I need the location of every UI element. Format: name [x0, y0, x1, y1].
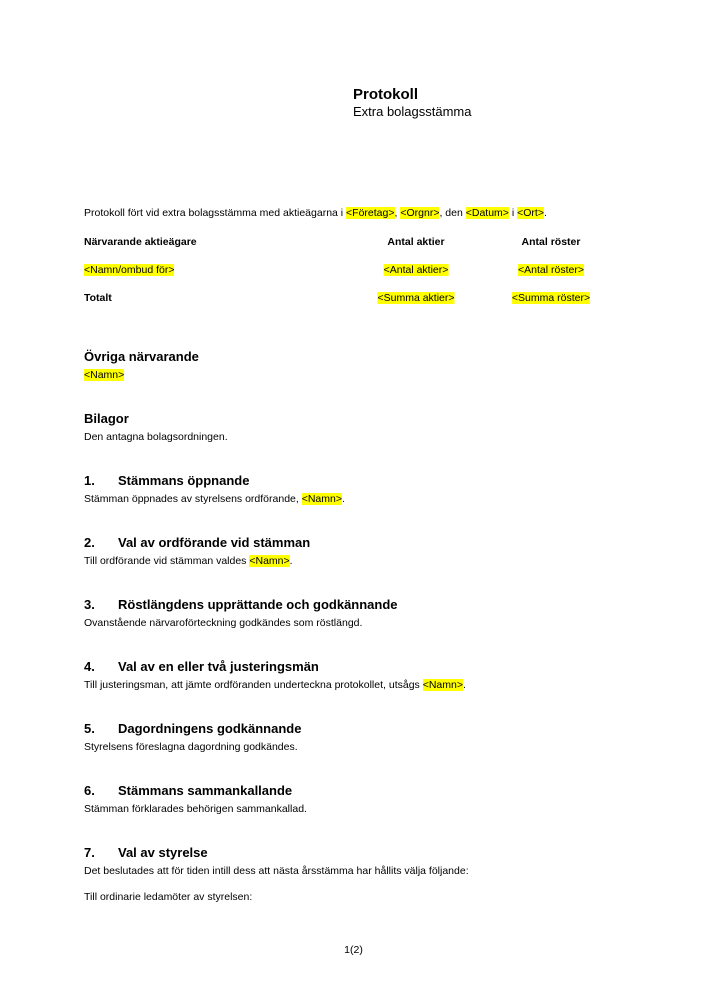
name-placeholder: <Namn> — [422, 679, 463, 691]
section-number: 2. — [84, 535, 95, 550]
section-text: Styrelsens föreslagna dagordning godkändes. — [84, 741, 298, 753]
section-title: Röstlängdens upprättande och godkännande — [118, 597, 398, 612]
section-6 — [84, 783, 307, 816]
section-text-end: . — [463, 679, 466, 691]
section-text: Till ordförande vid stämman valdes — [84, 555, 250, 567]
other-present-heading: Övriga närvarande — [84, 349, 199, 364]
section-number: 1. — [84, 473, 95, 488]
attachments-heading: Bilagor — [84, 411, 129, 426]
section-text: Det beslutades att för tiden intill dess att nästa årsstämma har hållits välja följande: — [84, 865, 469, 877]
intro-separator: i — [508, 207, 518, 219]
section-title: Dagordningens godkännande — [118, 721, 302, 736]
section-text: Stämman förklarades behörigen sammankallad. — [84, 803, 307, 815]
section-title: Stämmans sammankallande — [118, 783, 293, 798]
section-number: 3. — [84, 597, 95, 612]
place-placeholder: <Ort> — [517, 207, 544, 219]
section-text-end: . — [289, 555, 293, 567]
total-votes-placeholder: <Summa röster> — [511, 292, 591, 304]
votes-placeholder: <Antal röster> — [518, 264, 584, 276]
intro-end: . — [543, 207, 547, 219]
intro-paragraph — [84, 207, 547, 219]
section-number: 5. — [84, 721, 95, 736]
header-votes: Antal röster — [521, 236, 581, 248]
name-placeholder: <Namn> — [249, 555, 290, 567]
attachments-section — [84, 411, 228, 444]
section-number: 4. — [84, 659, 95, 674]
section-text: Till justeringsman, att jämte ordföranden underteckna protokollet, utsågs — [84, 679, 423, 691]
document-subtitle: Extra bolagsstämma — [353, 104, 472, 119]
section-text-secondary: Till ordinarie ledamöter av styrelsen: — [84, 891, 253, 903]
section-3 — [84, 597, 398, 630]
shares-placeholder: <Antal aktier> — [383, 264, 449, 276]
section-text: Ovanstående närvaroförteckning godkändes som röstlängd. — [84, 617, 363, 629]
name-placeholder: <Namn> — [301, 493, 342, 505]
total-shares-placeholder: <Summa aktier> — [377, 292, 455, 304]
company-placeholder: <Företag> — [346, 207, 395, 219]
section-title: Val av styrelse — [118, 845, 208, 860]
other-present-section — [84, 349, 199, 382]
shareholder-placeholder: <Namn/ombud för> — [84, 264, 175, 276]
intro-separator: , den — [439, 207, 466, 219]
section-7 — [84, 845, 469, 904]
section-number: 7. — [84, 845, 95, 860]
section-1 — [84, 473, 345, 506]
section-title: Val av en eller två justeringsmän — [118, 659, 319, 674]
section-number: 6. — [84, 783, 95, 798]
title-block — [353, 86, 472, 120]
header-shares: Antal aktier — [387, 236, 445, 248]
section-text: Stämman öppnades av styrelsens ordförande, — [84, 493, 302, 505]
orgnr-placeholder: <Orgnr> — [400, 207, 440, 219]
other-present-name: <Namn> — [84, 369, 125, 381]
intro-text: Protokoll fört vid extra bolagsstämma med aktieägarna i — [84, 207, 347, 219]
document-title: Protokoll — [353, 86, 419, 103]
total-label: Totalt — [84, 292, 112, 304]
section-title: Stämmans öppnande — [118, 473, 250, 488]
section-5 — [84, 721, 301, 754]
section-title: Val av ordförande vid stämman — [118, 535, 311, 550]
section-2 — [84, 535, 310, 568]
section-4 — [84, 659, 466, 692]
intro-separator: , — [394, 207, 401, 219]
page-number: 1(2) — [344, 944, 363, 956]
header-shareholders: Närvarande aktieägare — [84, 236, 197, 248]
section-text-end: . — [342, 493, 345, 505]
attachments-text: Den antagna bolagsordningen. — [84, 431, 228, 443]
date-placeholder: <Datum> — [465, 207, 509, 219]
